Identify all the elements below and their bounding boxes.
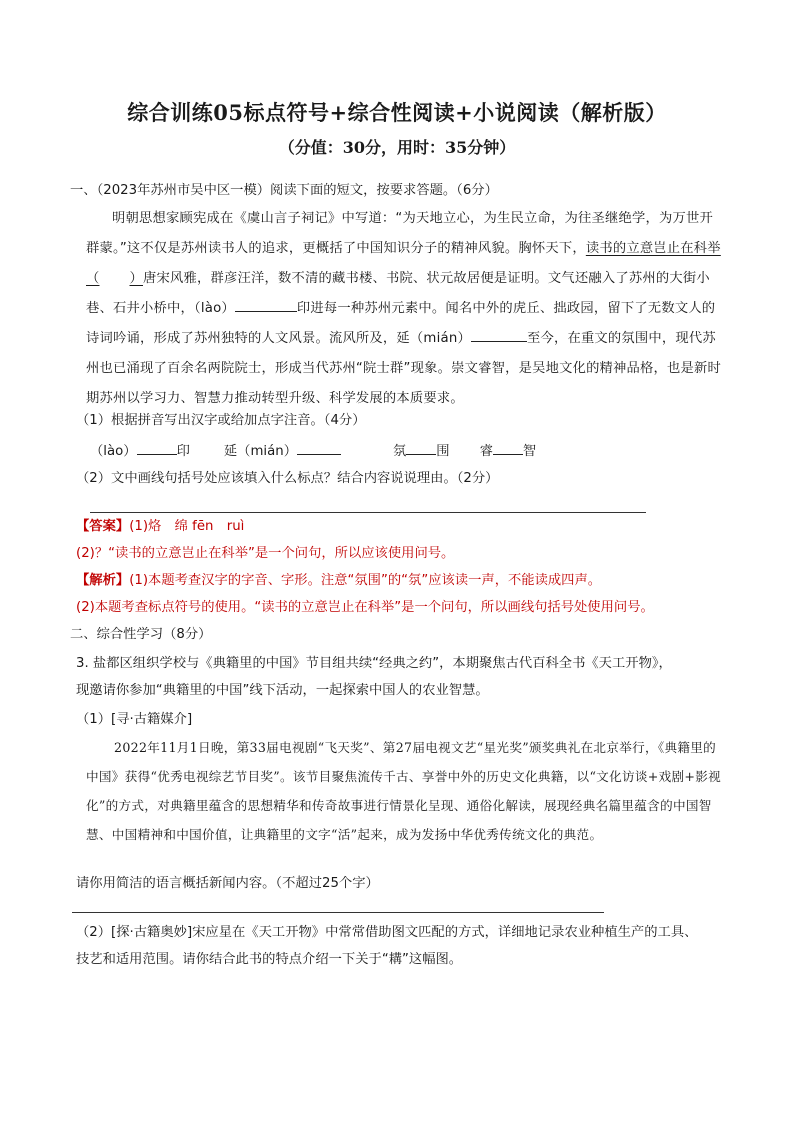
blank-lao (235, 297, 297, 312)
q1-item-fen: 氛 (393, 444, 407, 459)
page-title: 综合训练05标点符号+综合性阅读+小说阅读（解析版） (127, 100, 667, 125)
q1-item-lao: （lào） (90, 444, 137, 459)
news-passage: 2022年11月1日晚，第33届电视剧“飞天奖”、第27届电视文艺“星光奖”颁奖典礼在北京举行，《典籍里的中国》获得“优秀电视综艺节目奖”。该节目聚焦流传千古、享誉中外的历史文化典籍，以“文化访谈+戏剧+影视化”的方式，对典籍里蕴含的思想精华和传奇故事进行情景化呈现、通俗化解读，展现经典名篇里蕴含的中国智慧、中国精神和中国价值，让典籍里的文字“活”起来，成为发扬中华优秀传统文化的典范。 (86, 740, 722, 842)
reading-passage (86, 204, 726, 414)
q1-item-rui: 睿 (479, 444, 493, 459)
q1-item-yin: 印 (176, 444, 190, 459)
passage-part4: 至今，在重文的氛围中，现代苏州也已涌现了百余名两院院士，形成当代苏州“院士群”现象。崇文睿智，是吴地文化的精神品格，也是新时期苏州以学习力、智慧力推动转型升级、科学发展的本质要求。 (86, 331, 722, 406)
question-2: （2）文中画线句括号处应该填入什么标点？结合内容说说理由。（2分） (76, 471, 499, 486)
page-subtitle: （分值：30分，用时：35分钟） (278, 138, 516, 157)
question-1-items (90, 440, 750, 462)
passage-part1: 明朝思想家顾宪成在《虞山言子祠记》中写道：“为天地立心，为生民立命，为往圣继绝学，为万世开群蒙。”这不仅是苏州读书人的追求，更概括了中国知识分子的精神风貌。胸怀天下， (86, 211, 713, 256)
analysis-line-1: (1)本题考查汉字的字音、字形。注意“氛围”的“氛”应该读一声，不能读成四声。 (129, 573, 602, 588)
blank-answer-3 (406, 440, 436, 455)
q1-item-mian: 延（mián） (223, 444, 297, 459)
question-3-line-1: 3. 盐都区组织学校与《典籍里的中国》节目组共续“经典之约”，本期聚焦古代百科全书《天工开物》， (76, 656, 672, 671)
q1-item-wei: 围 (436, 444, 450, 459)
analysis-line-2: (2)本题考查标点符号的使用。“读书的立意岂止在科举”是一个问句，所以画线句括号处使用问号。 (76, 600, 654, 615)
answer-line-1: (1)烙 绵 fēn ruì (129, 519, 245, 534)
analysis-tag: 【解析】 (76, 573, 130, 588)
underlined-sentence: 读书的立意岂止在科举（ ） (86, 241, 721, 286)
q1-item-zhi: 智 (522, 444, 537, 459)
answer-line-q2 (90, 512, 646, 513)
passage-part3: 印进每一种苏州元素中。闻名中外的虎丘、拙政园，留下了无数文人的诗词吟诵，形成了苏州独特的人文风景。流风所及，延（mián） (86, 301, 716, 346)
blank-answer-4 (493, 440, 523, 455)
answer-line-sub1 (72, 912, 604, 913)
sub-question-1-title: （1）[寻·古籍媒介] (76, 712, 193, 727)
blank-mian (471, 327, 527, 342)
question-3-line-2: 现邀请你参加“典籍里的中国”线下活动，一起探索中国人的农业智慧。 (76, 683, 489, 698)
blank-answer-2 (297, 440, 341, 455)
passage-part2: 唐宋风雅，群彦汪洋，数不清的藏书楼、书院、状元故居便是证明。文气还融入了苏州的大街小巷、石井小桥中，（lào） (86, 271, 710, 316)
analysis-block (76, 571, 736, 591)
section1-heading: 一、（2023年苏州市吴中区一模）阅读下面的短文，按要求答题。（6分） (70, 183, 498, 198)
answer-tag: 【答案】 (76, 519, 130, 534)
question-1: （1）根据拼音写出汉字或给加点字注音。（4分） (76, 413, 366, 428)
sub-question-2-line-1: （2）[探·古籍奥妙]宋应星在《天工开物》中常常借助图文匹配的方式，详细地记录农业种植生产的工具、 (76, 925, 698, 940)
sub-question-1-prompt: 请你用简洁的语言概括新闻内容。（不超过25个字） (76, 876, 379, 891)
answer-block (76, 517, 736, 537)
underlined-sentence-text: 读书的立意岂止在科举 (585, 241, 721, 256)
answer-line-2: (2)？“读书的立意岂止在科举”是一个问句，所以应该使用问号。 (76, 546, 455, 561)
sub-question-2-line-2: 技艺和适用范围。请你结合此书的特点介绍一下关于“耩”这幅图。 (76, 952, 463, 967)
blank-answer-1 (137, 440, 177, 455)
section2-heading: 二、综合性学习（8分） (70, 627, 212, 642)
